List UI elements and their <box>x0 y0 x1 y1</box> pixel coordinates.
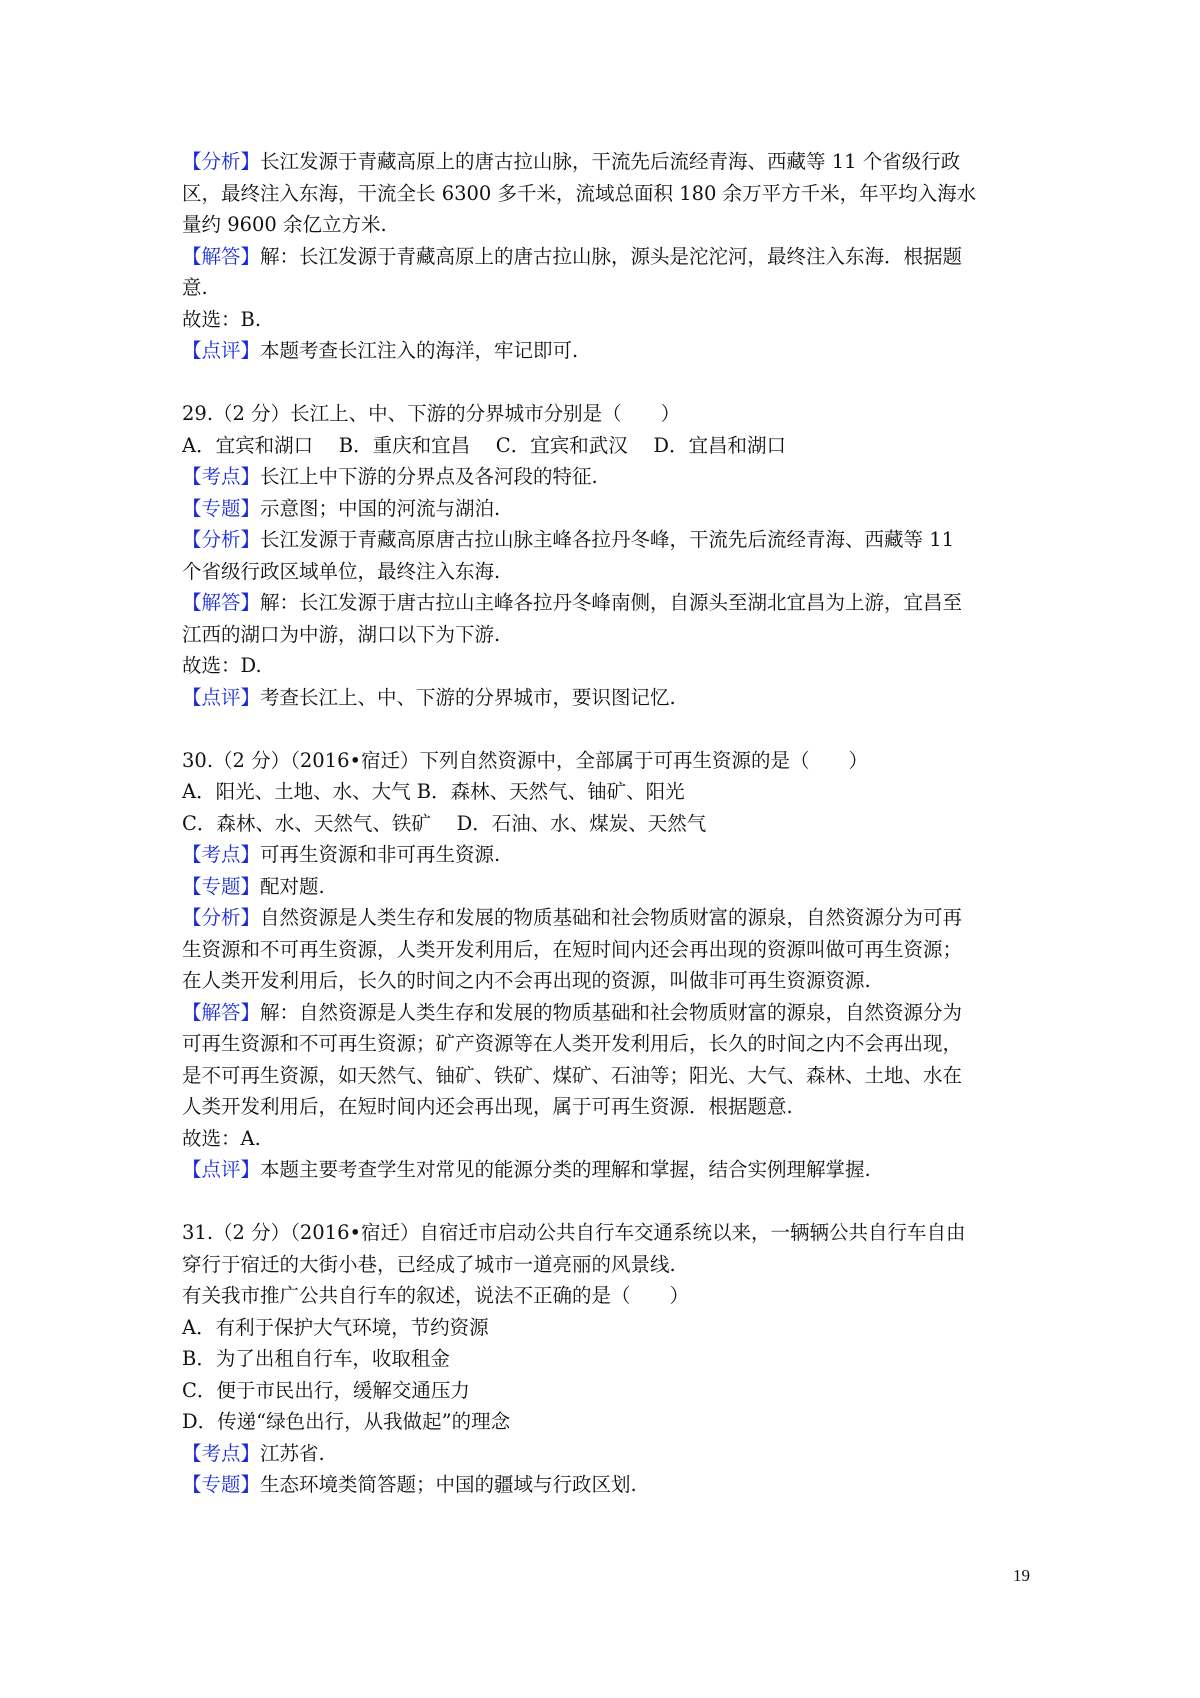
q31-option-c: C．便于市民出行，缓解交通压力 <box>182 1378 470 1402</box>
analysis-tag: 【分析】 <box>182 150 261 173</box>
answer-tag: 【解答】 <box>182 591 261 614</box>
q31-option-b: B．为了出租自行车，收取租金 <box>182 1347 450 1370</box>
q30-choice: 故选：A. <box>182 1126 261 1150</box>
answer-tag: 【解答】 <box>182 244 261 268</box>
q29-stem: 29.（2 分）长江上、中、下游的分界城市分别是（ ） <box>182 402 681 425</box>
review-tag: 【点评】 <box>182 1158 261 1181</box>
topic-tag: 【专题】 <box>182 1473 261 1496</box>
q29-analysis: 【分析】长江发源于青藏高原唐古拉山脉主峰各拉丹冬峰，干流先后流经青海、西藏等 11 个省级行政区域单位，最终注入东海. <box>182 528 955 583</box>
page-content <box>182 146 1032 1501</box>
q29-review: 【点评】考查长江上、中、下游的分界城市，要识图记忆. <box>182 685 676 709</box>
q28-answer: 【解答】解：长江发源于青藏高原上的唐古拉山脉，源头是沱沱河，最终注入东海．根据题 意. <box>182 244 963 299</box>
q31-option-d: D．传递“绿色出行，从我做起”的理念 <box>182 1410 511 1433</box>
q30-topic: 【专题】配对题. <box>182 874 325 898</box>
q30-point: 【考点】可再生资源和非可再生资源. <box>182 843 501 866</box>
topic-tag: 【专题】 <box>182 874 261 898</box>
point-tag: 【考点】 <box>182 465 261 488</box>
q28-analysis: 【分析】长江发源于青藏高原上的唐古拉山脉，干流先后流经青海、西藏等 11 个省级行政 区，最终注入东海，干流全长 6300 多千米，流域总面积 180 余万平方千米，年平均入海水 量约 9600 余亿立方米. <box>182 150 977 236</box>
q29-options: A．宜宾和湖口 B．重庆和宜昌 C．宜宾和武汉 D．宜昌和湖口 <box>182 433 787 457</box>
analysis-tag: 【分析】 <box>182 906 261 929</box>
q31-stem: 31.（2 分）（2016•宿迁）自宿迁市启动公共自行车交通系统以来，一辆辆公共自行车自由 穿行于宿迁的大街小巷，已经成了城市一道亮丽的风景线. 有关我市推广公共自行车的叙述，说法不正确的是（ ） <box>182 1221 966 1307</box>
q30-analysis: 【分析】自然资源是人类生存和发展的物质基础和社会物质财富的源泉，自然资源分为可再 生资源和不可再生资源，人类开发利用后，在短时间内还会再出现的资源叫做可再生资源； 在人类开发利用后，长久的时间之内不会再出现的资源，叫做非可再生资源资源. <box>182 906 963 992</box>
answer-tag: 【解答】 <box>182 1000 261 1024</box>
q29-choice: 故选：D. <box>182 654 262 677</box>
review-tag: 【点评】 <box>182 339 261 362</box>
q31-point: 【考点】江苏省. <box>182 1441 325 1465</box>
q31-option-a: A．有利于保护大气环境，节约资源 <box>182 1315 489 1339</box>
topic-tag: 【专题】 <box>182 496 261 520</box>
q28-choice: 故选：B. <box>182 307 262 331</box>
q29-answer: 【解答】解：长江发源于唐古拉山主峰各拉丹冬峰南侧，自源头至湖北宜昌为上游，宜昌至 江西的湖口为中游，湖口以下为下游. <box>182 591 963 646</box>
q31-topic: 【专题】生态环境类简答题；中国的疆域与行政区划. <box>182 1473 637 1496</box>
review-tag: 【点评】 <box>182 685 261 709</box>
q30-options-row-2: C．森林、水、天然气、铁矿 D．石油、水、煤炭、天然气 <box>182 811 707 835</box>
point-tag: 【考点】 <box>182 1441 261 1465</box>
q30-answer: 【解答】解：自然资源是人类生存和发展的物质基础和社会物质财富的源泉，自然资源分为 可再生资源和不可再生资源；矿产资源等在人类开发利用后，长久的时间之内不会再出现， 是不可再生资源，如天然气、铀矿、铁矿、煤矿、石油等；阳光、大气、森林、土地、水在 人类开发利用后，在短时间内还会再出现，属于可再生资源．根据题意. <box>182 1000 963 1118</box>
q29-point: 【考点】长江上中下游的分界点及各河段的特征. <box>182 465 598 488</box>
q28-review: 【点评】本题考查长江注入的海洋，牢记即可. <box>182 339 579 362</box>
q30-review: 【点评】本题主要考查学生对常见的能源分类的理解和掌握，结合实例理解掌握. <box>182 1158 871 1181</box>
page-number: 19 <box>1013 1566 1030 1585</box>
analysis-tag: 【分析】 <box>182 528 261 551</box>
q30-options-row-1: A．阳光、土地、水、大气 B．森林、天然气、铀矿、阳光 <box>182 780 685 803</box>
point-tag: 【考点】 <box>182 843 261 866</box>
q29-topic: 【专题】示意图；中国的河流与湖泊. <box>182 496 501 520</box>
q30-stem: 30.（2 分）（2016•宿迁）下列自然资源中，全部属于可再生资源的是（ ） <box>182 748 868 772</box>
